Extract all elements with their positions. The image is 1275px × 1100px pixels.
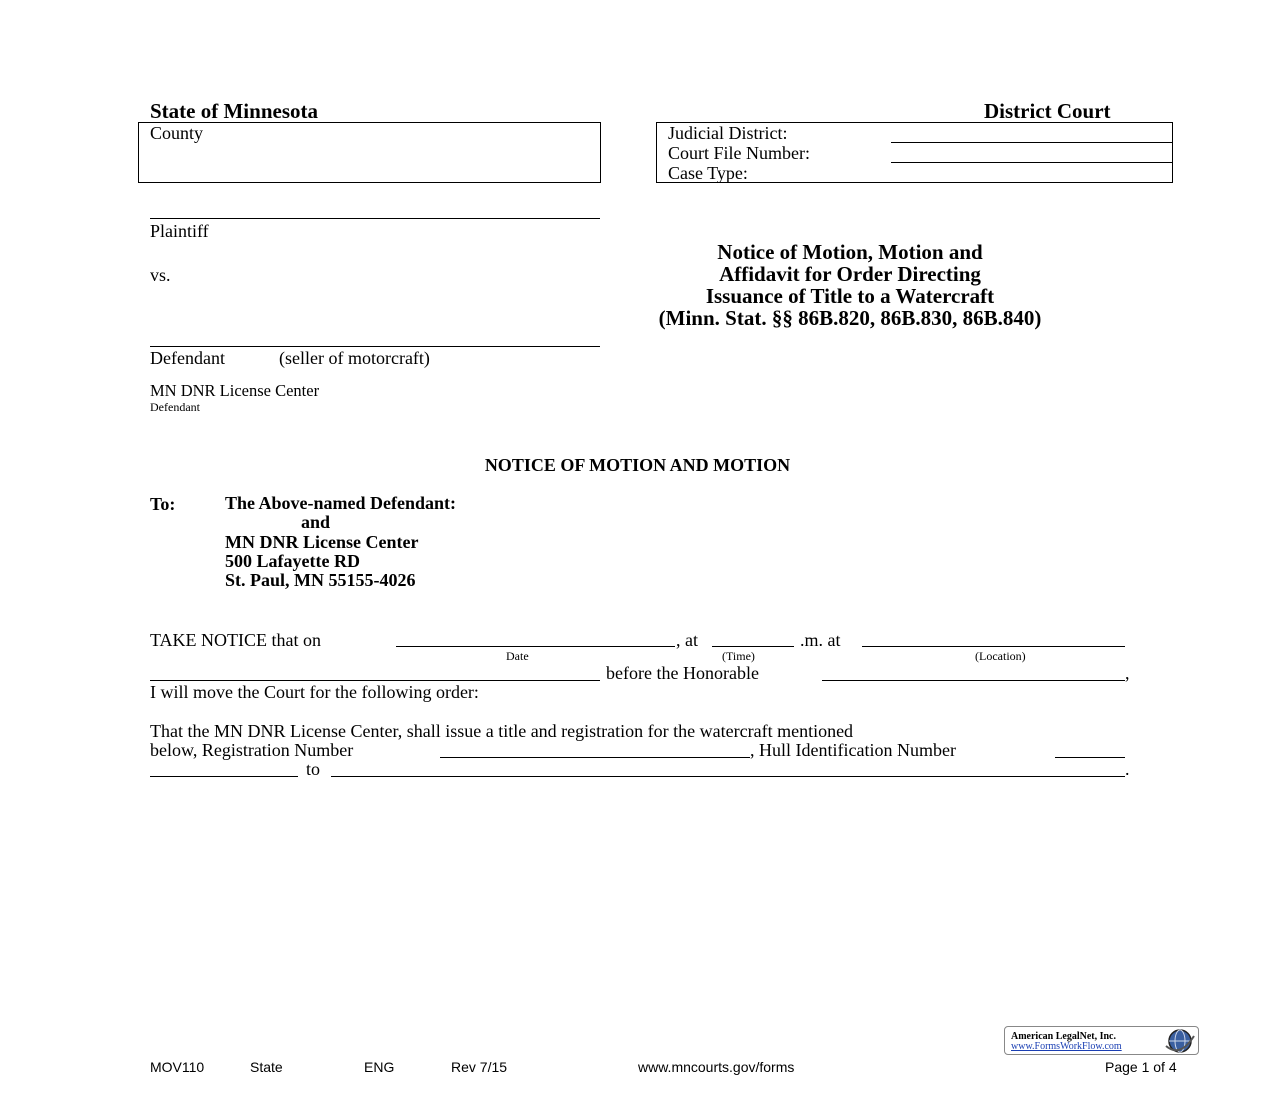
time-caption: (Time) <box>722 649 755 663</box>
to-text: to <box>306 759 321 779</box>
judicial-district-field[interactable] <box>891 142 1173 143</box>
state-heading: State of Minnesota <box>150 99 318 123</box>
section-heading: NOTICE OF MOTION AND MOTION <box>484 455 791 475</box>
form-title <box>590 241 1110 329</box>
county-box <box>138 122 601 183</box>
order-line1: That the MN DNR License Center, shall issue a title and registration for the watercraft mentioned <box>150 721 854 741</box>
hull-id-field[interactable] <box>1055 757 1125 758</box>
court-file-number-label: Court File Number: <box>668 143 810 163</box>
county-label: County <box>150 123 204 143</box>
defendant-line[interactable] <box>150 346 600 347</box>
footer-form-code: MOV110 <box>150 1059 205 1075</box>
transferee-field[interactable] <box>331 776 1125 777</box>
m-at-text: .m. at <box>800 630 841 650</box>
court-info-box <box>656 122 1173 183</box>
before-honorable-text: before the Honorable <box>606 663 759 683</box>
registration-number-text: below, Registration Number <box>150 740 354 760</box>
date-caption: Date <box>506 649 529 663</box>
location-field[interactable] <box>862 646 1125 647</box>
vs-label: vs. <box>150 265 171 285</box>
to-line1: The Above-named Defendant: <box>225 493 457 513</box>
form-title-line4: (Minn. Stat. §§ 86B.820, 86B.830, 86B.840) <box>658 306 1042 330</box>
vendor-badge[interactable] <box>1004 1026 1199 1055</box>
hull-id-text: , Hull Identification Number <box>750 740 956 760</box>
globe-icon <box>1163 1028 1197 1054</box>
to-line2: and <box>301 512 331 533</box>
registration-number-field[interactable] <box>440 757 750 758</box>
location-caption: (Location) <box>975 649 1026 663</box>
plaintiff-label: Plaintiff <box>150 221 209 241</box>
judge-comma: , <box>1125 663 1130 683</box>
court-file-number-field[interactable] <box>891 162 1173 163</box>
defendant-note: (seller of motorcraft) <box>279 348 430 368</box>
form-title-line1: Notice of Motion, Motion and <box>717 240 983 264</box>
judge-name-field[interactable] <box>822 680 1125 681</box>
form-title-line3: Issuance of Title to a Watercraft <box>705 284 995 308</box>
order-period: . <box>1125 759 1130 779</box>
time-field[interactable] <box>712 646 794 647</box>
second-defendant-label: Defendant <box>150 400 200 414</box>
will-move-text: I will move the Court for the following order: <box>150 682 479 702</box>
footer-website[interactable]: www.mncourts.gov/forms <box>638 1059 795 1075</box>
court-heading: District Court <box>984 99 1111 123</box>
vendor-name: American LegalNet, Inc. <box>1011 1031 1116 1042</box>
footer-language: ENG <box>364 1059 395 1075</box>
to-line4: 500 Lafayette RD <box>225 550 360 571</box>
to-line5: St. Paul, MN 55155-4026 <box>225 570 416 591</box>
to-address-block <box>225 494 456 590</box>
to-label: To: <box>150 494 176 514</box>
hull-id-field-continued[interactable] <box>150 776 298 777</box>
judicial-district-label: Judicial District: <box>668 123 788 143</box>
date-field[interactable] <box>396 646 675 647</box>
vendor-url[interactable]: www.FormsWorkFlow.com <box>1011 1041 1122 1052</box>
form-title-line2: Affidavit for Order Directing <box>719 262 981 286</box>
at-text: , at <box>676 630 698 650</box>
plaintiff-line[interactable] <box>150 218 600 219</box>
case-type-label: Case Type: <box>668 163 748 183</box>
footer-revision: Rev 7/15 <box>451 1059 508 1075</box>
footer-page-number: Page 1 of 4 <box>1105 1059 1177 1075</box>
footer-state: State <box>250 1059 283 1075</box>
second-defendant-name: MN DNR License Center <box>150 381 320 400</box>
location-continued-field[interactable] <box>150 680 600 681</box>
take-notice-text: TAKE NOTICE that on <box>150 630 322 650</box>
defendant-label: Defendant <box>150 348 225 368</box>
to-line3: MN DNR License Center <box>225 531 419 552</box>
